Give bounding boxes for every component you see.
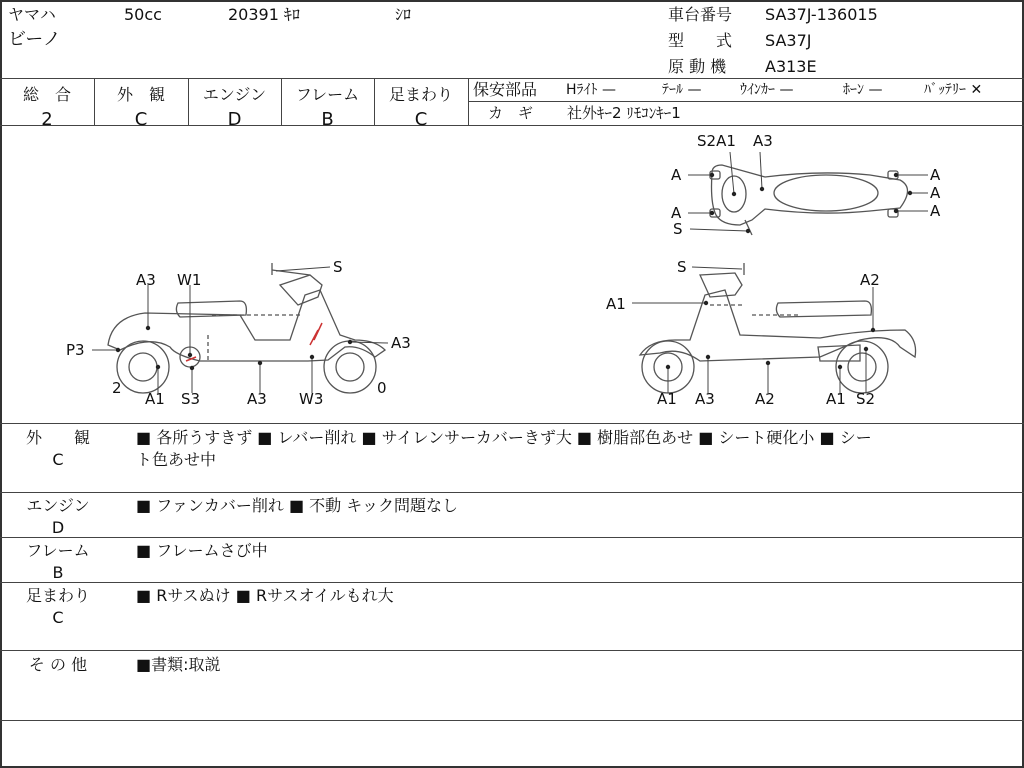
left-p3-label: P3 <box>66 341 85 359</box>
top-a-label: A <box>930 166 941 184</box>
damage-diagram <box>0 125 1024 423</box>
grade-label: 足まわり <box>388 85 453 104</box>
right-a3-label: A3 <box>695 390 715 408</box>
color: ｼﾛ <box>395 5 412 24</box>
section-grade: D <box>51 518 65 537</box>
key-label: カ ギ <box>488 104 534 122</box>
displacement: 50cc <box>124 5 162 24</box>
section-title: そ の 他 <box>28 655 88 674</box>
section-label-frame <box>23 540 93 584</box>
section-text-engine: ■ ファンカバー削れ ■ 不動 キック問題なし <box>136 496 458 515</box>
part-tail: ﾃｰﾙ — <box>662 82 702 98</box>
left-s-label: S <box>333 258 343 276</box>
top-a-label: A <box>930 202 941 220</box>
section-grade: B <box>52 563 64 582</box>
type-value: SA37J <box>765 31 812 50</box>
mileage: 20391 ｷﾛ <box>228 5 300 24</box>
top-s-label: S <box>673 220 683 238</box>
divider <box>0 537 1024 538</box>
left-2-label: 2 <box>112 379 122 397</box>
section-title: フレーム <box>26 541 90 560</box>
grade-overall <box>0 78 94 130</box>
left-a3-label: A3 <box>136 271 156 289</box>
part-horn: ﾎｰﾝ — <box>843 82 883 98</box>
divider <box>0 492 1024 493</box>
grade-value: C <box>134 109 148 130</box>
left-0-label: 0 <box>377 379 387 397</box>
leader-lines <box>92 152 928 393</box>
right-a1-label: A1 <box>606 295 626 313</box>
frame-number-label: 車台番号 <box>668 5 733 24</box>
section-label-exterior <box>23 427 93 471</box>
section-label-other <box>23 654 93 676</box>
divider <box>0 582 1024 583</box>
section-text-suspension: ■ Rサスぬけ ■ Rサスオイルもれ大 <box>136 586 394 605</box>
frame-number: SA37J-136015 <box>765 5 878 24</box>
section-text-exterior <box>136 427 1016 471</box>
part-headlight: Hﾗｲﾄ — <box>566 82 616 98</box>
top-view-scooter <box>710 165 908 235</box>
type-label: 型 式 <box>668 31 733 50</box>
section-label-engine <box>23 495 93 539</box>
right-a1-label: A1 <box>826 390 846 408</box>
grade-suspension <box>374 78 468 130</box>
section-text-frame: ■ フレームさび中 <box>136 541 268 560</box>
section-text-other: ■書類:取説 <box>136 655 221 674</box>
divider <box>0 720 1024 721</box>
right-s2-label: S2 <box>856 390 876 408</box>
maker: ヤマハ <box>8 5 56 24</box>
grade-value: B <box>321 109 334 130</box>
part-winker: ｳｲﾝｶｰ — <box>740 82 794 98</box>
section-grade: C <box>52 450 64 469</box>
engine-label: 原 動 機 <box>668 57 727 76</box>
grade-engine <box>188 78 281 130</box>
section-title: 足まわり <box>25 586 90 605</box>
divider <box>0 423 1024 424</box>
left-a3-label: A3 <box>391 334 411 352</box>
grade-label: エンジン <box>202 85 267 104</box>
right-a2-label: A2 <box>860 271 880 289</box>
parts-label: 保安部品 <box>473 80 538 99</box>
left-a3-label: A3 <box>247 390 267 408</box>
grade-value: 2 <box>41 109 53 130</box>
divider <box>468 101 1024 102</box>
left-w3-label: W3 <box>299 390 324 408</box>
section-grade: C <box>52 608 64 627</box>
grade-value: D <box>227 109 242 130</box>
grade-value: C <box>414 109 428 130</box>
divider <box>0 650 1024 651</box>
left-s3-label: S3 <box>181 390 201 408</box>
grade-label: フレーム <box>295 85 360 104</box>
section-title: エンジン <box>26 496 90 515</box>
top-a-label: A <box>671 166 682 184</box>
top-a-label: A <box>930 184 941 202</box>
engine-value: A313E <box>765 57 817 76</box>
grade-label: 外 観 <box>116 85 165 104</box>
section-line: ト色あせ中 <box>136 450 217 469</box>
key-value: 社外ｷｰ2 ﾘﾓｺﾝｷｰ1 <box>567 104 681 122</box>
right-a1-label: A1 <box>657 390 677 408</box>
grade-frame <box>281 78 374 130</box>
section-line: ■ 各所うすきず ■ レバー削れ ■ サイレンサーカバーきず大 ■ 樹脂部色あせ ■ シート硬化小 ■ シー <box>136 428 872 447</box>
right-a2-label: A2 <box>755 390 775 408</box>
top-s2a1-label: S2A1 <box>697 132 736 150</box>
right-s-label: S <box>677 258 687 276</box>
left-a1-label: A1 <box>145 390 165 408</box>
leader-dots <box>116 173 912 370</box>
left-w1-label: W1 <box>177 271 202 289</box>
model-name: ビーノ <box>8 29 61 50</box>
section-title: 外 観 <box>25 428 90 447</box>
section-label-suspension <box>23 585 93 629</box>
part-battery: ﾊﾞｯﾃﾘｰ ✕ <box>924 82 983 98</box>
grade-exterior <box>94 78 188 130</box>
top-a3-label: A3 <box>753 132 773 150</box>
weld-mark <box>310 323 322 345</box>
top-a-label: A <box>671 204 682 222</box>
grade-label: 総 合 <box>22 85 71 104</box>
divider <box>468 78 469 125</box>
